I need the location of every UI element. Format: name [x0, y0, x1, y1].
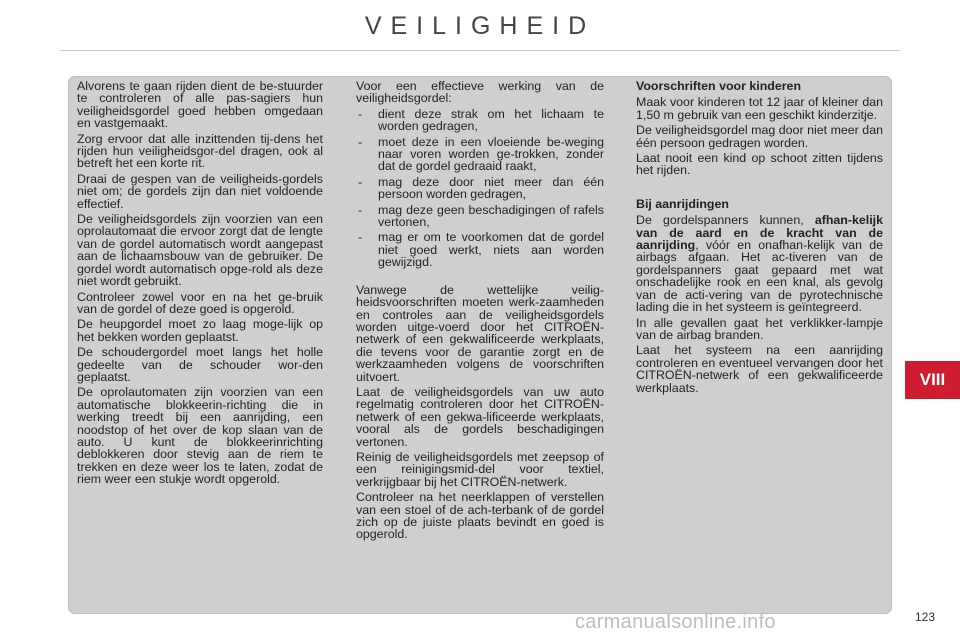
- page-title: VEILIGHEID: [364, 12, 596, 40]
- watermark: carmanualsonline.info: [575, 611, 776, 633]
- paragraph: De gordelspanners kunnen, afhan-kelijk van de aard en de kracht van de aanrijding, vóór en onafhan-kelijk van de airbags afgaan. Het ac-tiveren van de gordelspanners gaat gepaard met wat onschadelijke rook en een knal, als gevolg van de acti-vering van de pyrotechnische lading die in het systeem is geïntegreerd.: [636, 213, 883, 315]
- section-heading-children: Voorschriften voor kinderen: [636, 79, 802, 93]
- paragraph: Vanwege de wettelijke veilig-heidsvoorschriften moeten werk-zaamheden en controles aan de veiligheidsgordels worden uitge-voerd door het CITROËN-netwerk of een gekwalificeerde werkplaats, die tevens voor de garantie zorgt en de werkzaamheden volgens de voorschriften uitvoert.: [356, 282, 604, 384]
- paragraph: De schoudergordel moet langs het holle gedeelte van de schouder wor-den geplaatst.: [77, 345, 323, 384]
- section-heading-collisions: Bij aanrijdingen: [636, 196, 729, 211]
- paragraph: Laat nooit een kind op schoot zitten tijdens het rijden.: [636, 151, 883, 178]
- column-2: [356, 80, 604, 544]
- paragraph: Draai de gespen van de veiligheids-gordels niet om; de gordels zijn dan niet voldoende effectief.: [77, 171, 323, 211]
- list-item: - mag deze geen beschadigingen of rafels vertonen,: [358, 202, 604, 230]
- chapter-tab: VIII: [905, 361, 960, 399]
- paragraph: Controleer zowel voor en na het ge-bruik van de gordel of deze goed is opgerold.: [77, 289, 323, 316]
- dash-marker: -: [358, 230, 363, 245]
- paragraph: De veiligheidsgordel mag door niet meer dan één persoon gedragen worden.: [636, 123, 883, 150]
- paragraph: In alle gevallen gaat het verklikker-lampje van de airbag branden.: [636, 315, 883, 342]
- list-item: - mag er om te voorkomen dat de gordel niet goed werkt, niets aan worden gewijzigd.: [358, 230, 604, 270]
- paragraph: De veiligheidsgordels zijn voorzien van een oprolautomaat die ervoor zorgt dat de lengte van de gordel automatisch wordt aangepast aan de lichaamsbouw van de gebruiker. De gordel wordt automatisch opge-rold als deze niet wordt gebruikt.: [77, 212, 323, 289]
- requirements-list: [356, 108, 604, 269]
- paragraph: De oprolautomaten zijn voorzien van een automatische blokkeerin-richting die in werking treedt bij een aanrijding, een noodstop of het over de kop slaan van de auto. U kunt de blokkeerinrichting deblokkeren door stevig aan de riem te trekken en deze weer los te laten, zodat de riem weer een stukje wordt opgerold.: [77, 385, 323, 487]
- page-number: 123: [915, 610, 936, 624]
- list-item: - dient deze strak om het lichaam te worden gedragen,: [358, 106, 604, 134]
- paragraph: Maak voor kinderen tot 12 jaar of kleiner dan 1,50 m gebruik van een geschikt kinderzitje.: [636, 95, 883, 122]
- dash-marker: -: [358, 134, 363, 149]
- dash-marker: -: [358, 202, 363, 217]
- dash-marker: -: [358, 106, 363, 121]
- dash-marker: -: [358, 174, 363, 189]
- paragraph: Reinig de veiligheidsgordels met zeepsop of een reinigingsmid-del voor textiel, verkrijgbaar bij het CITROËN-netwerk.: [356, 449, 604, 489]
- list-item: - moet deze in een vloeiende be-weging naar voren worden ge-trokken, zonder dat de gordel gedraaid raakt,: [358, 134, 604, 174]
- paragraph: De heupgordel moet zo laag moge-lijk op het bekken worden geplaatst.: [77, 317, 323, 344]
- intro-text: Voor een effectieve werking van de veiligheidsgordel:: [356, 79, 604, 106]
- column-1: [77, 80, 323, 489]
- column-3: [636, 80, 883, 397]
- list-item: - mag deze door niet meer dan één persoon worden gedragen,: [358, 174, 604, 202]
- paragraph: Alvorens te gaan rijden dient de be-stuurder te controleren of alle pas-sagiers hun veiligheidsgordel goed hebben omgedaan en vastgemaakt.: [77, 79, 323, 131]
- paragraph: Laat het systeem na een aanrijding controleren en eventueel vervangen door het CITROËN-netwerk of een gekwalificeerde werkplaats.: [636, 343, 883, 395]
- paragraph: Controleer na het neerklappen of verstellen van een stoel of de ach-terbank of de gordel zich op de juiste plaats bevindt en goed is opgerold.: [356, 490, 604, 542]
- paragraph: Zorg ervoor dat alle inzittenden tij-dens het rijden hun veiligheidsgor-del dragen, ook al betreft het een korte rit.: [77, 131, 323, 171]
- title-divider: [60, 50, 900, 51]
- paragraph: Laat de veiligheidsgordels van uw auto regelmatig controleren door het CITROËN-netwerk of een gekwa-lificeerde werkplaats, vooral als de gordels beschadigingen vertonen.: [356, 384, 604, 449]
- emphasis: afhan-kelijk van de aard en de kracht van de aanrijding: [636, 213, 883, 253]
